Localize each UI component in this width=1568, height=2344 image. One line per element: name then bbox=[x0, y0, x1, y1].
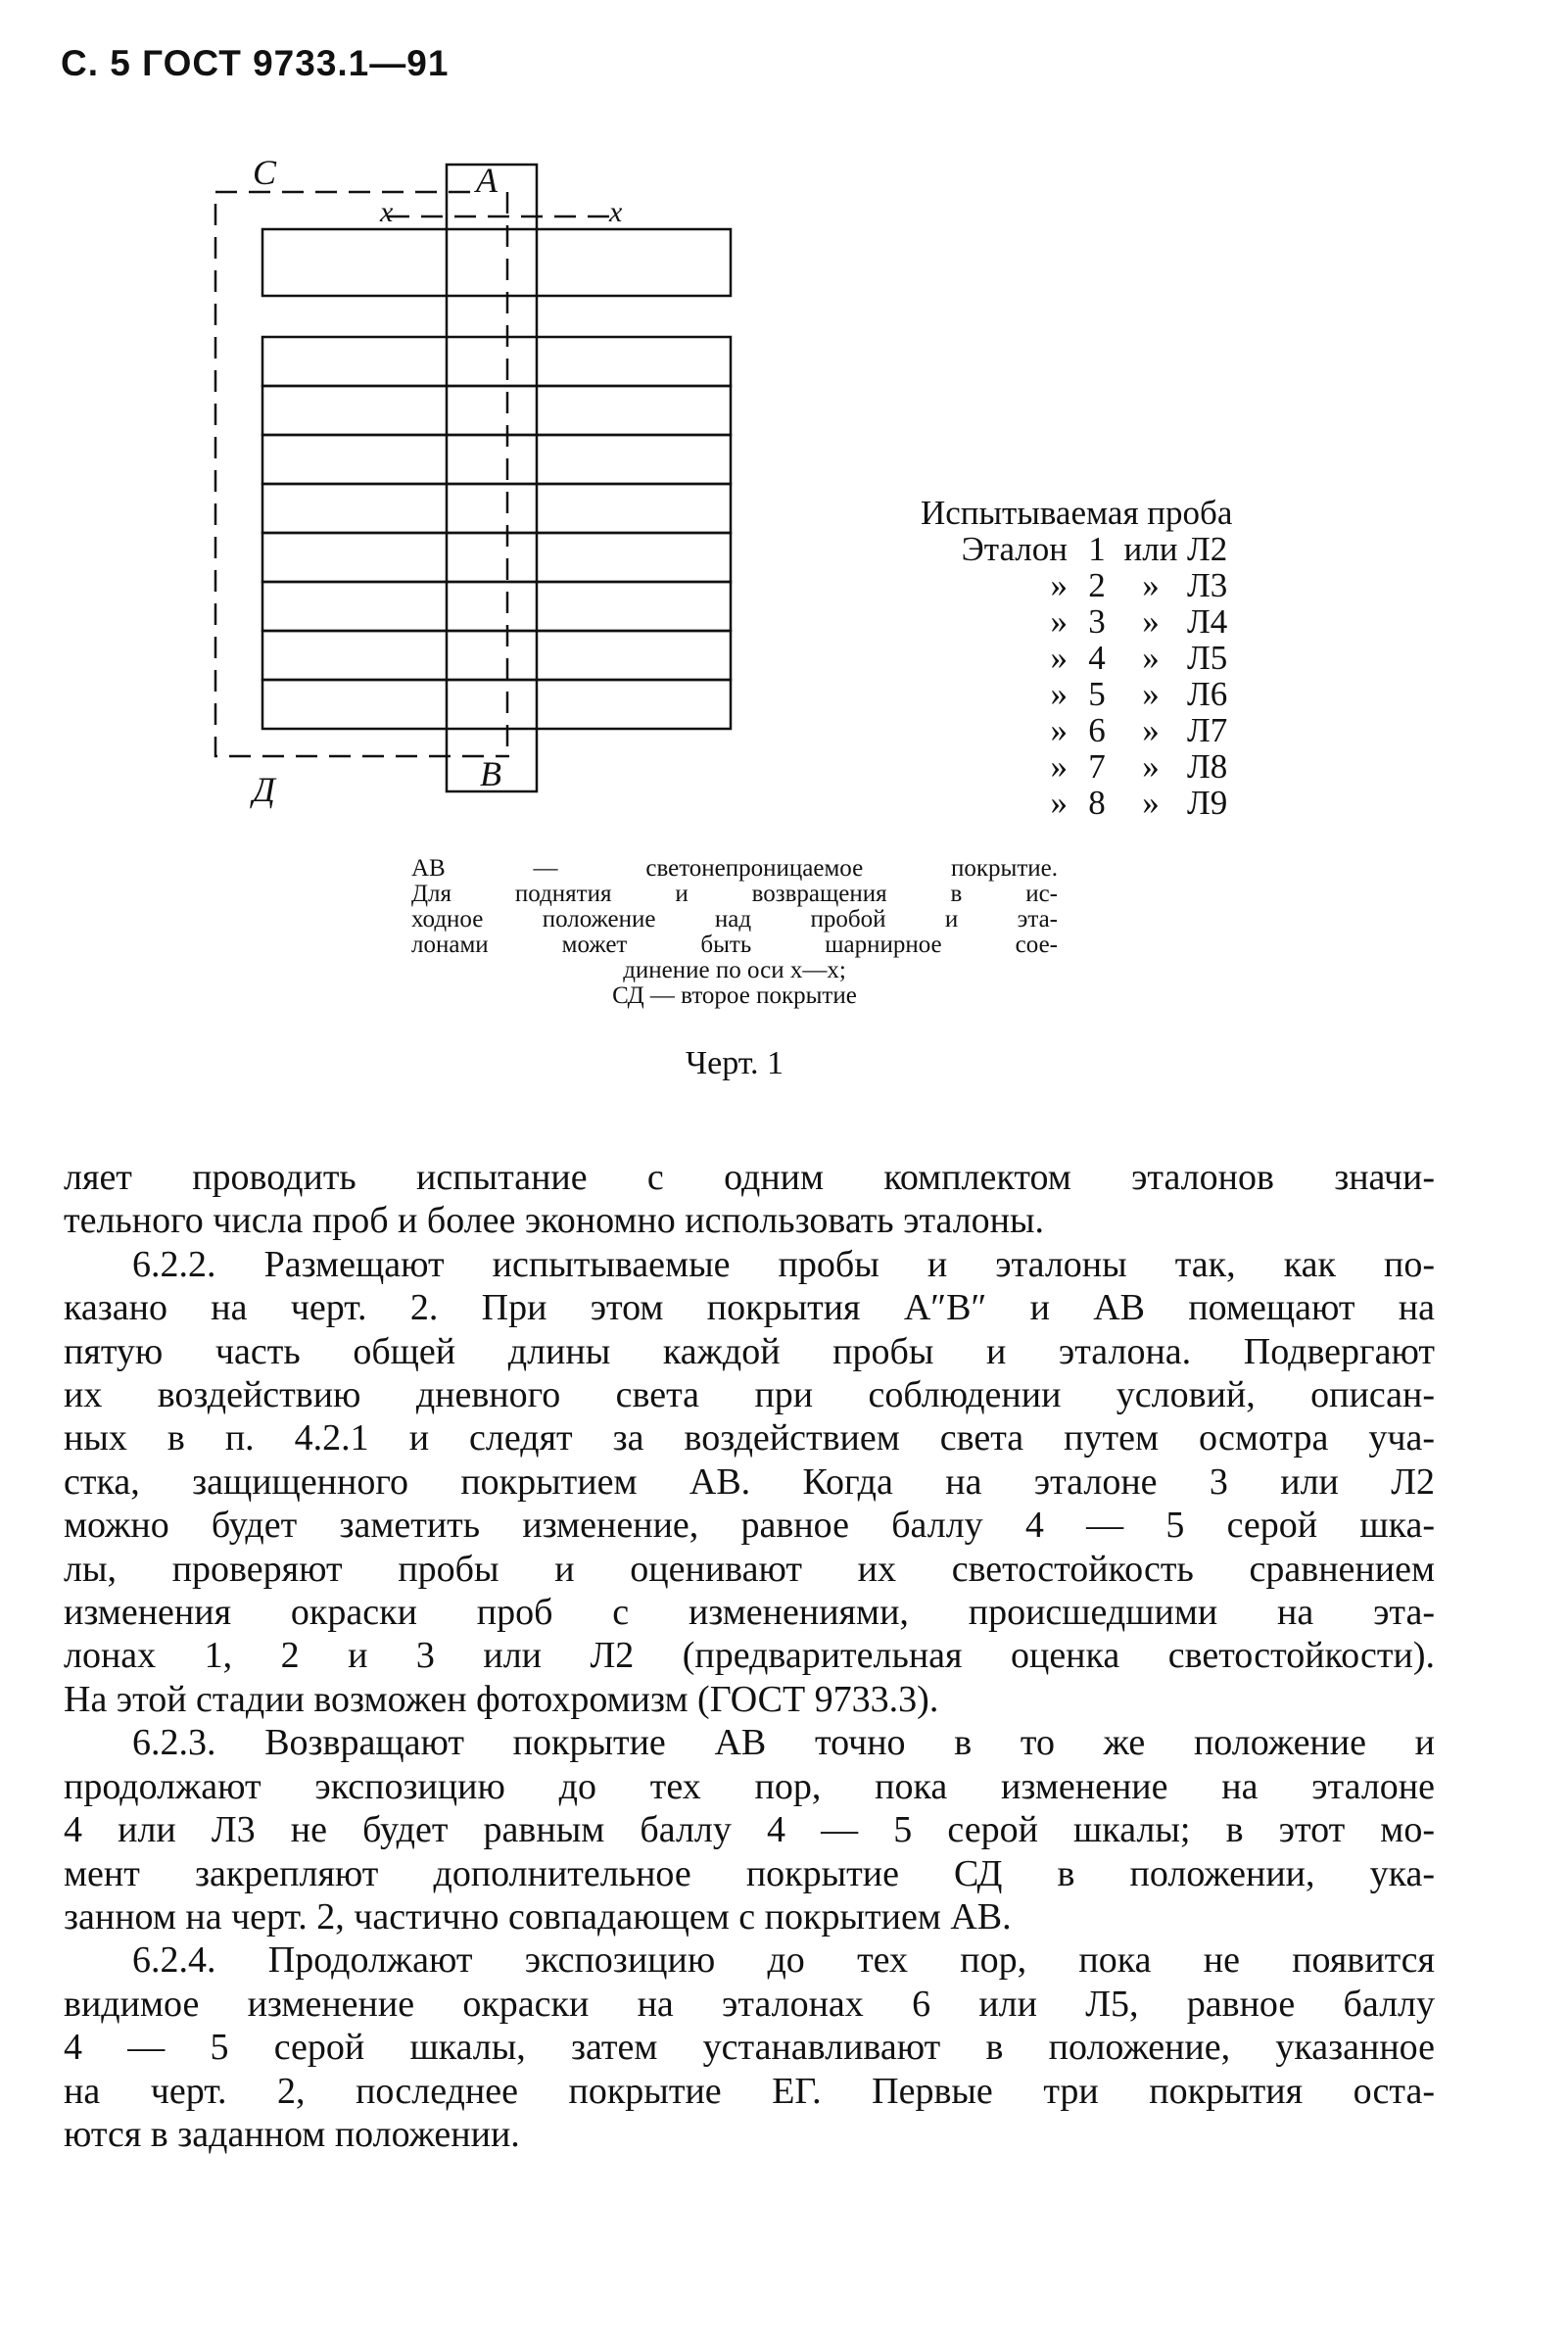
legend-title: Испытываемая проба bbox=[921, 494, 1233, 532]
legend-cell-n: 2 bbox=[1088, 566, 1106, 604]
standard-strip-2 bbox=[262, 386, 731, 435]
cover-cd bbox=[215, 192, 509, 756]
legend-cell-q: » bbox=[1050, 675, 1068, 713]
standard-strip-3 bbox=[262, 435, 731, 484]
legend-cell-q: » bbox=[1050, 711, 1068, 749]
test-sample-strip bbox=[262, 229, 731, 296]
legend-row bbox=[921, 676, 1254, 712]
label-x-right: x bbox=[609, 196, 623, 228]
legend-cell-l: Л2 bbox=[1187, 530, 1228, 568]
text-line: лонах 1, 2 и 3 или Л2 (предварительная оценка светостойкости). bbox=[64, 1635, 1435, 1677]
caption-line: лонами может быть шарнирное сое- bbox=[411, 932, 1058, 958]
standard-strip-4 bbox=[262, 484, 731, 533]
cover-ab bbox=[447, 165, 537, 791]
legend-cell-q: » bbox=[1050, 784, 1068, 822]
text-line: 4 — 5 серой шкалы, затем устанавливают в положение, указанное bbox=[64, 2027, 1435, 2069]
legend-cell-sep: » bbox=[1142, 639, 1160, 677]
legend-cell-l: Л3 bbox=[1187, 566, 1228, 604]
caption-line: ходное положение над пробой и эта- bbox=[411, 906, 1058, 933]
text-line: видимое изменение окраски на эталонах 6 или Л5, равное баллу bbox=[64, 1983, 1435, 2025]
text-line: 6.2.4. Продолжают экспозицию до тех пор, пока не появится bbox=[132, 1939, 1435, 1982]
standard-strip-5 bbox=[262, 533, 731, 582]
legend-cell-n: 4 bbox=[1088, 639, 1106, 677]
legend-cell-n: 3 bbox=[1088, 602, 1106, 641]
text-line: продолжают экспозицию до тех пор, пока изменение на эталоне bbox=[64, 1765, 1435, 1807]
label-b: B bbox=[480, 754, 501, 793]
legend-cell-l: Л6 bbox=[1187, 675, 1228, 713]
text-line: стка, защищенного покрытием AB. Когда на эталоне 3 или Л2 bbox=[64, 1460, 1435, 1503]
legend-cell-q: » bbox=[1050, 602, 1068, 641]
text-line: можно будет заметить изменение, равное баллу 4 — 5 серой шка- bbox=[64, 1505, 1435, 1547]
legend-cell-l: Л4 bbox=[1187, 602, 1228, 641]
legend-cell-n: 8 bbox=[1088, 784, 1106, 822]
legend-row bbox=[921, 640, 1254, 676]
page-header: С. 5 ГОСТ 9733.1—91 bbox=[61, 43, 450, 83]
text-line: 4 или Л3 не будет равным баллу 4 — 5 серой шкалы; в этот мо- bbox=[64, 1809, 1435, 1851]
text-line: ляет проводить испытание с одним комплектом эталонов значи- bbox=[64, 1157, 1435, 1198]
label-c: C bbox=[253, 153, 277, 192]
text-line: на черт. 2, последнее покрытие ЕГ. Первые три покрытия оста- bbox=[64, 2070, 1435, 2112]
legend-cell-q: Эталон bbox=[961, 530, 1068, 568]
legend-cell-sep: » bbox=[1142, 784, 1160, 822]
text-line: ются в заданном положении. bbox=[64, 2113, 520, 2155]
legend-cell-sep: » bbox=[1142, 602, 1160, 641]
text-line: казано на черт. 2. При этом покрытия A″B″ и AB помещают на bbox=[64, 1287, 1435, 1329]
legend-cell-q: » bbox=[1050, 747, 1068, 786]
body-text bbox=[64, 1156, 1435, 2156]
legend-cell-l: Л9 bbox=[1187, 784, 1228, 822]
figure-number: Черт. 1 bbox=[686, 1045, 784, 1081]
text-line: мент закрепляют дополнительное покрытие СД в положении, ука- bbox=[64, 1852, 1435, 1894]
legend-cell-l: Л8 bbox=[1187, 747, 1228, 786]
legend-row bbox=[921, 748, 1254, 785]
legend-cell-n: 5 bbox=[1088, 675, 1106, 713]
legend-cell-l: Л7 bbox=[1187, 711, 1228, 749]
text-line: лы, проверяют пробы и оценивают их светостойкость сравнением bbox=[64, 1548, 1435, 1590]
label-d: Д bbox=[253, 770, 275, 809]
text-line: На этой стадии возможен фотохромизм (ГОСТ 9733.3). bbox=[64, 1678, 939, 1720]
text-line: их воздействию дневного света при соблюдении условий, описан- bbox=[64, 1374, 1435, 1416]
standard-strip-7 bbox=[262, 631, 731, 680]
caption-line: динение по оси x—x; bbox=[623, 957, 846, 983]
legend-cell-sep: » bbox=[1142, 675, 1160, 713]
legend-row bbox=[921, 531, 1254, 567]
text-line: 6.2.3. Возвращают покрытие AB точно в то же положение и bbox=[132, 1722, 1435, 1764]
legend-cell-sep: » bbox=[1142, 566, 1160, 604]
standard-strip-8 bbox=[262, 680, 731, 729]
legend-cell-n: 7 bbox=[1088, 747, 1106, 786]
legend-row bbox=[921, 567, 1254, 603]
caption-line: СД — второе покрытие bbox=[612, 982, 857, 1009]
standard-strip-6 bbox=[262, 582, 731, 631]
legend-cell-n: 1 bbox=[1088, 530, 1106, 568]
figure-caption bbox=[411, 856, 1058, 1009]
legend-cell-sep: » bbox=[1142, 711, 1160, 749]
legend-cell-q: » bbox=[1050, 639, 1068, 677]
legend-row bbox=[921, 603, 1254, 640]
text-line: изменения окраски проб с изменениями, происшедшими на эта- bbox=[64, 1592, 1435, 1634]
legend-row bbox=[921, 785, 1254, 821]
text-line: занном на черт. 2, частично совпадающем с покрытием AB. bbox=[64, 1895, 1012, 1937]
caption-line: АВ — светонепроницаемое покрытие. bbox=[411, 855, 1058, 882]
legend-row bbox=[921, 712, 1254, 748]
caption-line: Для поднятия и возвращения в ис- bbox=[411, 881, 1058, 907]
legend-cell-sep: или bbox=[1123, 530, 1178, 568]
legend-cell-q: » bbox=[1050, 566, 1068, 604]
legend-cell-sep: » bbox=[1142, 747, 1160, 786]
label-x-left: x bbox=[380, 196, 394, 228]
text-line: пятую часть общей длины каждой пробы и эталона. Подвергают bbox=[64, 1330, 1435, 1372]
standard-strip-1 bbox=[262, 337, 731, 386]
text-line: ных в п. 4.2.1 и следят за воздействием света путем осмотра уча- bbox=[64, 1417, 1435, 1459]
text-line: тельного числа проб и более экономно использовать эталоны. bbox=[64, 1200, 1045, 1242]
legend-cell-l: Л5 bbox=[1187, 639, 1228, 677]
label-a: A bbox=[476, 161, 498, 200]
text-line: 6.2.2. Размещают испытываемые пробы и эталоны так, как по- bbox=[132, 1243, 1435, 1285]
legend-cell-n: 6 bbox=[1088, 711, 1106, 749]
